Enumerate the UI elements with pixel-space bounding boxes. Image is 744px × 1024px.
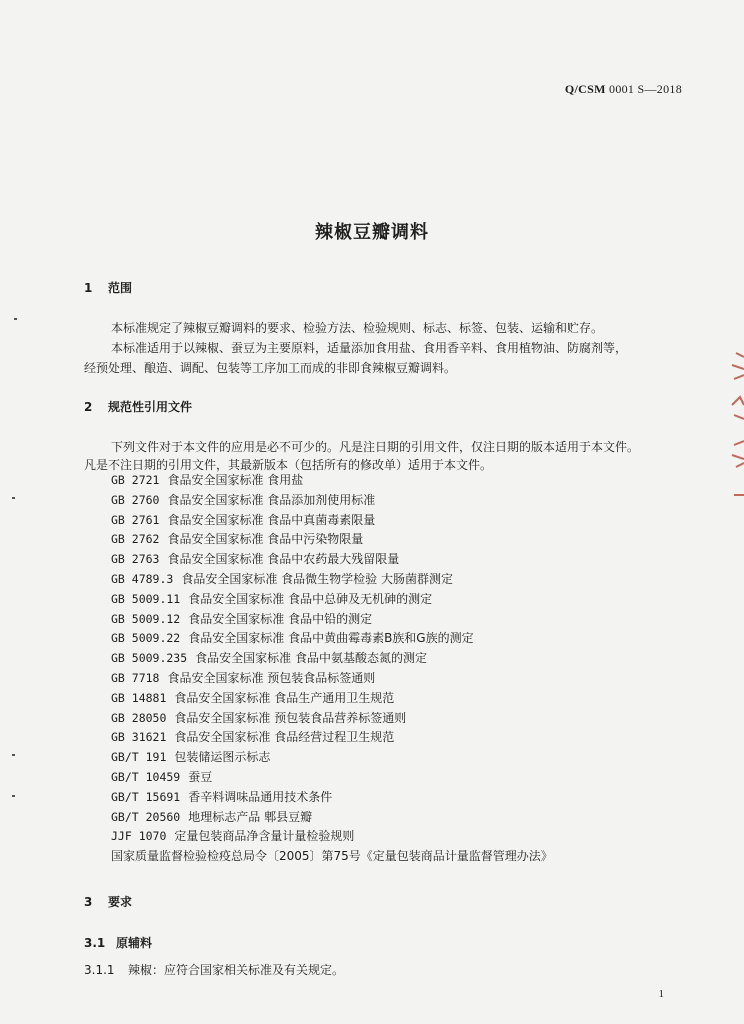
reference-item: GB 2721 食品安全国家标准 食用盐 bbox=[111, 473, 304, 487]
reference-list bbox=[111, 471, 691, 867]
section-1-para-2-line-2: 经预处理、酿造、调配、包装等工序加工而成的非即食辣椒豆瓣调料。 bbox=[84, 361, 457, 375]
section-2-intro-line-2: 凡是不注日期的引用文件，其最新版本（包括所有的修改单）适用于本文件。 bbox=[84, 458, 493, 472]
reference-item: GB 7718 食品安全国家标准 预包装食品标签通则 bbox=[111, 670, 376, 685]
reference-item: GB/T 15691 香辛料调味品通用技术条件 bbox=[111, 789, 333, 804]
reference-item: GB 2760 食品安全国家标准 食品添加剂使用标准 bbox=[111, 492, 376, 507]
reference-item: GB 14881 食品安全国家标准 食品生产通用卫生规范 bbox=[111, 690, 395, 705]
scan-speck bbox=[12, 754, 15, 756]
scan-speck bbox=[12, 795, 15, 797]
reference-item: GB 2762 食品安全国家标准 食品中污染物限量 bbox=[111, 532, 364, 547]
reference-item: GB/T 10459 蚕豆 bbox=[111, 769, 213, 784]
document-title: 辣椒豆瓣调料 bbox=[315, 222, 429, 243]
section-2-intro-line-1: 下列文件对于本文件的应用是必不可少的。凡是注日期的引用文件，仅注日期的版本适用于本文件。 bbox=[111, 440, 640, 454]
reference-item: GB 5009.235 食品安全国家标准 食品中氨基酸态氮的测定 bbox=[111, 651, 427, 666]
section-1-heading: 1 范围 bbox=[84, 281, 133, 295]
section-2-heading: 2 规范性引用文件 bbox=[84, 400, 193, 414]
section-3-heading: 3 要求 bbox=[84, 895, 133, 909]
clause-3-1-1: 3.1.1 辣椒：应符合国家相关标准及有关规定。 bbox=[84, 963, 345, 977]
section-3-1-heading: 3.1 原辅料 bbox=[84, 936, 153, 950]
reference-item: GB 2763 食品安全国家标准 食品中农药最大残留限量 bbox=[111, 552, 400, 567]
reference-item: GB 31621 食品安全国家标准 食品经营过程卫生规范 bbox=[111, 730, 395, 745]
section-1-para-1: 本标准规定了辣椒豆瓣调料的要求、检验方法、检验规则、标志、标签、包装、运输和贮存。 bbox=[111, 321, 604, 335]
section-1-para-2-line-1: 本标准适用于以辣椒、蚕豆为主要原料，适量添加食用盐、食用香辛料、食用植物油、防腐剂等， bbox=[111, 341, 628, 355]
red-stamp-edge bbox=[722, 345, 744, 505]
reference-item: JJF 1070 定量包装商品净含量计量检验规则 bbox=[111, 829, 355, 844]
reference-item: 国家质量监督检验检疫总局令〔2005〕第75号《定量包装商品计量监督管理办法》 bbox=[111, 849, 553, 864]
page-number: 1 bbox=[658, 988, 664, 1000]
reference-item: GB 2761 食品安全国家标准 食品中真菌毒素限量 bbox=[111, 512, 376, 527]
reference-item: GB 5009.22 食品安全国家标准 食品中黄曲霉毒素B族和G族的测定 bbox=[111, 631, 474, 646]
reference-item: GB 28050 食品安全国家标准 预包装食品营养标签通则 bbox=[111, 710, 407, 725]
standard-code: Q/CSM 0001 S—2018 bbox=[564, 82, 682, 96]
scan-speck bbox=[14, 318, 17, 320]
reference-item: GB 4789.3 食品安全国家标准 食品微生物学检验 大肠菌群测定 bbox=[111, 571, 453, 586]
reference-item: GB/T 20560 地理标志产品 郫县豆瓣 bbox=[111, 809, 313, 824]
stamp-fragment-icon bbox=[722, 345, 744, 505]
reference-item: GB 5009.12 食品安全国家标准 食品中铅的测定 bbox=[111, 611, 373, 626]
reference-item: GB/T 191 包装储运图示标志 bbox=[111, 750, 271, 765]
reference-item: GB 5009.11 食品安全国家标准 食品中总砷及无机砷的测定 bbox=[111, 591, 433, 606]
scan-speck bbox=[12, 497, 15, 499]
